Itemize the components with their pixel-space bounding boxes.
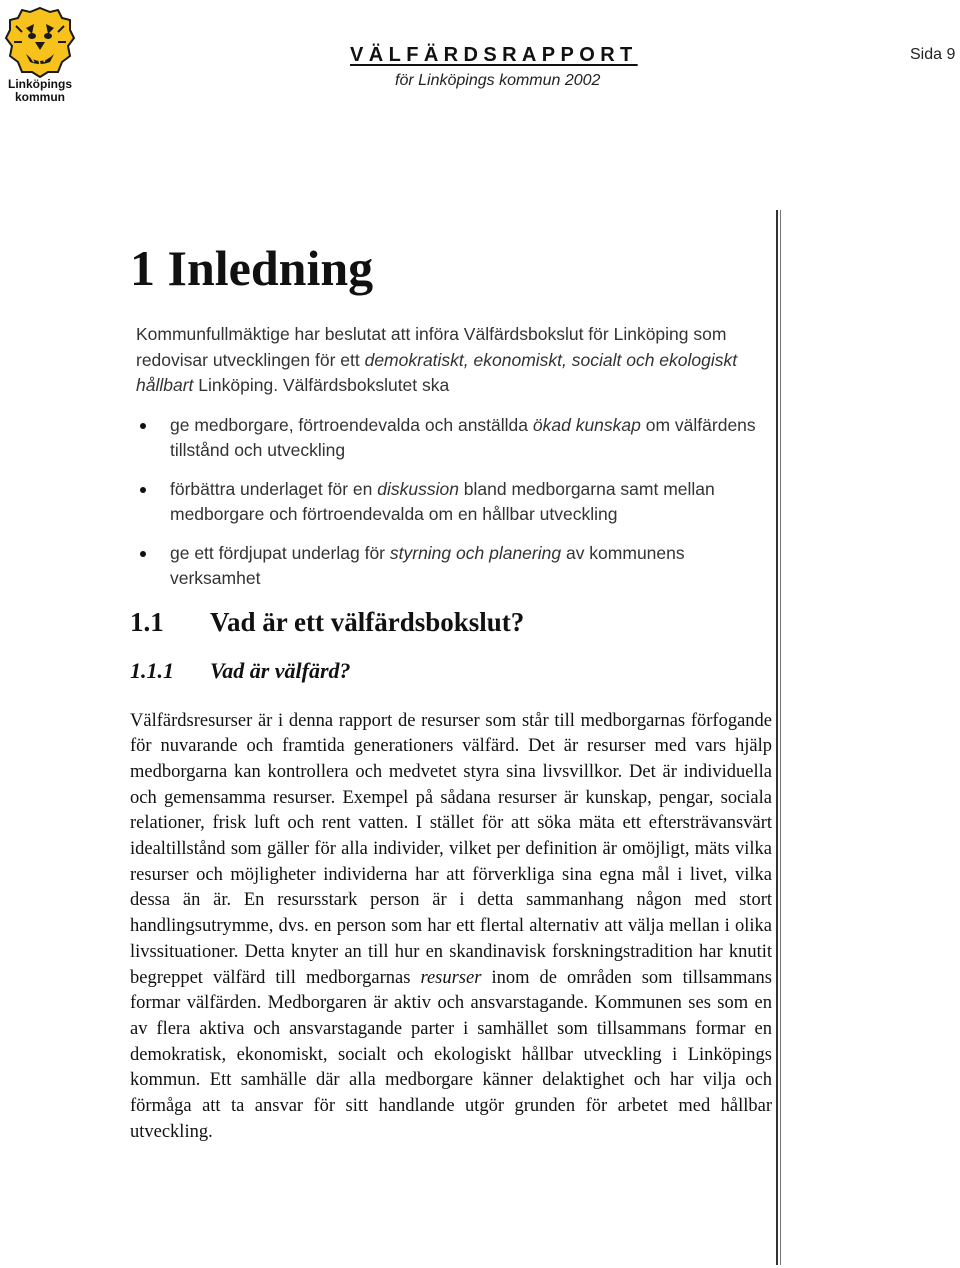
subsection-number: 1.1.1 [130,657,174,683]
bullet-icon [140,551,146,557]
intro-paragraph [136,322,772,399]
list-item-text: ge medborgare, förtroendevalda och anställda [170,414,533,435]
list-item-emphasis: diskussion [377,478,459,499]
subsection-heading [130,657,772,685]
logo-text [4,78,76,104]
margin-bar-thin [780,210,781,1265]
logo-text-line2: kommun [14,90,65,104]
report-title: VÄLFÄRDSRAPPORT [350,44,638,66]
list-item-text: av kommunens verksamhet [170,542,685,588]
body-emphasis: resurser [420,967,482,988]
page-number: Sida 9 [910,46,956,63]
list-item-text: ge ett fördjupat underlag för [170,542,390,563]
goal-list [130,413,772,592]
list-item [130,413,772,464]
margin-bar [776,210,778,1265]
logo-text-line1: Linköpings [8,77,72,91]
intro-text-2: Linköping. Välfärdsbokslutet ska [193,375,450,395]
list-item [130,477,772,528]
list-item-text: bland medborgarna samt mellan medborgare och förtroendevalda om en hållbar utveckling [170,478,715,524]
bullet-icon [140,423,146,429]
list-item [130,541,772,592]
body-text-1: Välfärdsresurser är i denna rapport de resurser som står till medborgarnas förfogande för nuvarande och framtida generationers välfärd. Det är resurser med vars hjälp medborgarna kan kontrollera och medvetet styra sina livsvillkor. Det är individuella och gemensamma resurser. Exempel på sådana resurser är kunskap, pengar, sociala relationer, frisk luft och rent vatten. I stället för att söka mäta ett eftersträvansvärt idealtillstånd som gäller för alla individer, vilket per definition är omöjligt, mäts vilka resurser och möjligheter individerna har att förverkliga sina egna mål i livet, vilka dessa än är. En resursstark person är i detta sammanhang någon med stort handlingsutrymme, dvs. en person som har ett flertal alternativ att välja mellan i olika livssituationer. Detta knyter an till hur en skandinavisk forskningstradition har knutit begreppet välfärd till medborgarnas [130,710,772,988]
linkoping-logo [4,6,76,106]
list-item-emphasis: styrning och planering [389,542,562,563]
list-item-text: om välfärdens tillstånd och utveckling [170,414,756,460]
chapter-heading: 1 Inledning [130,240,374,296]
body-text-2: inom de områden som tillsammans formar välfärden. Medborgaren är aktiv och ansvarstagande. Kommunen ses som en av flera aktiva och ansvarstagande parter i samhället som tillsammans formar en demokratisk, ekonomiskt, socialt och ekologiskt hållbar utveckling i Linköpings kommun. Ett samhälle där alla medborgare känner delaktighet och har vilja och förmåga att ta ansvar för sitt handlande utgör grunden för arbetet med hållbar utveckling. [130,967,772,1142]
list-item-text: förbättra underlaget för en [170,478,378,499]
page-content [130,240,772,1145]
section-heading [130,605,772,639]
subsection-title: Vad är välfärd? [210,657,351,683]
list-item-emphasis: ökad kunskap [532,414,641,435]
intro-text-1: Kommunfullmäktige har beslutat att införa Välfärdsbokslut för Linköping som redovisar utvecklingen för ett [136,324,727,370]
intro-emphasis: demokratiskt, ekonomiskt, socialt och ekologiskt hållbart [136,349,738,395]
bullet-icon [140,487,146,493]
section-number: 1.1 [130,606,164,637]
section-title: Vad är ett välfärdsbokslut? [210,606,525,637]
body-paragraph [130,709,772,1146]
lion-head-icon [4,6,76,78]
report-subtitle: för Linköpings kommun 2002 [395,72,601,89]
